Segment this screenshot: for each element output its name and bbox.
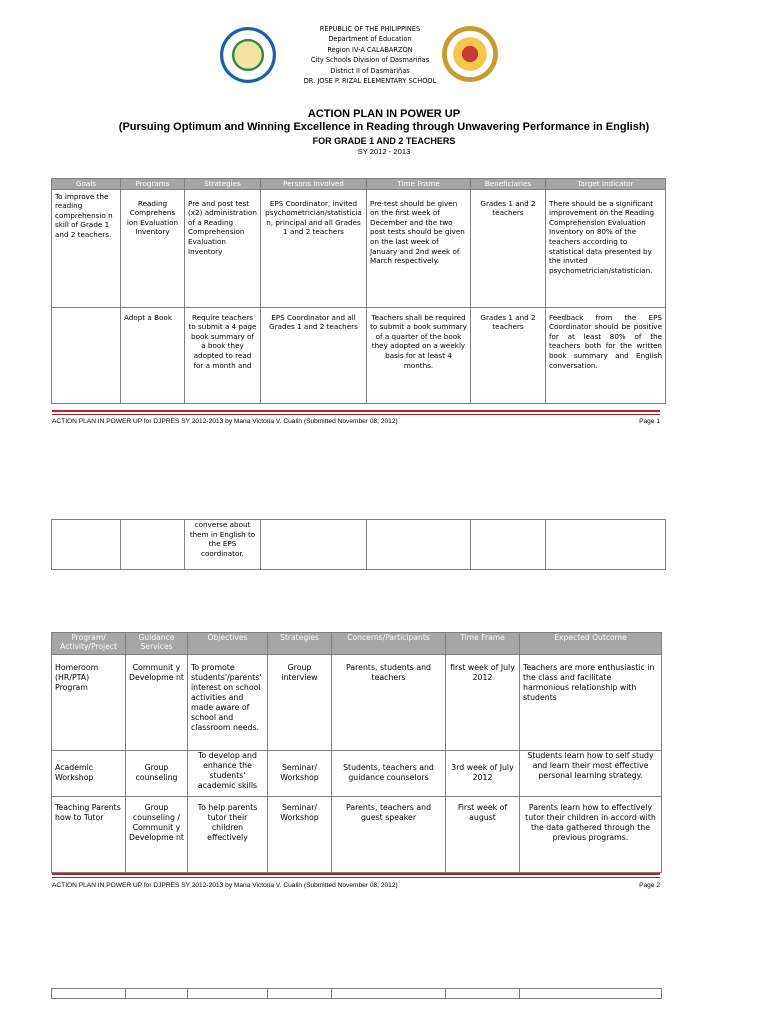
footer-divider	[52, 414, 660, 415]
plan-subtitle: (Pursuing Optimum and Winning Excellence in Reading through Unwavering Performance in English)	[118, 121, 650, 133]
column-header: Objectives	[188, 633, 268, 655]
column-header: Strategies	[268, 633, 332, 655]
page-number: Page 2	[639, 882, 660, 889]
plan-title: ACTION PLAN IN POWER UP	[307, 108, 461, 120]
division-seal-logo	[220, 27, 276, 83]
school-seal-logo	[442, 26, 498, 82]
empty-cell	[520, 989, 662, 999]
empty-cell	[121, 520, 185, 570]
column-header: Strategies	[185, 179, 261, 190]
header-line: City Schools Division of Dasmariñas	[310, 56, 430, 65]
objective-cell: To promote students'/parents' interest on school activities and made aware of school and classroom needs.	[188, 655, 268, 751]
empty-cell	[52, 520, 121, 570]
objective-cell: To develop and enhance the students' academic skills	[188, 751, 268, 797]
target-cell: Feedback from the EPS Coordinator should be positive for at least 80% of the teachers both for the written book summary and English conversation.	[546, 307, 666, 403]
school-year: SY 2012 - 2013	[357, 147, 411, 156]
empty-cell	[188, 989, 268, 999]
strategy-cell: Seminar/ Workshop	[268, 797, 332, 873]
target-cell: There should be a significant improvement on the Reading Comprehension Evaluation Inventory on 80% of the teachers according to statistical data presented by the invited psychometrician/statistician.	[546, 189, 666, 307]
table-row	[52, 797, 662, 873]
header-line: Region IV-A CALABARZON	[327, 45, 413, 54]
empty-cell	[52, 989, 126, 999]
program-cell: Teaching Parents how to Tutor	[52, 797, 126, 873]
beneficiaries-cell: Grades 1 and 2 teachers	[471, 307, 546, 403]
column-header: Goals	[52, 179, 121, 190]
persons-cell: EPS Coordinator and all Grades 1 and 2 teachers	[261, 307, 367, 403]
page-footer	[52, 882, 660, 889]
outcome-cell: Students learn how to self study and learn their most effective personal learning strategy.	[520, 751, 662, 797]
empty-cell	[446, 989, 520, 999]
program-cell: Reading Comprehens ion Evaluation Inventory	[121, 189, 185, 307]
empty-cell	[546, 520, 666, 570]
table-row	[52, 520, 666, 570]
header-line: District II of Dasmariñas	[330, 66, 410, 75]
time-frame-cell: Teachers shall be required to submit a book summary of a quarter of the book they adopted on a weekly basis for at least 4 months.	[367, 307, 471, 403]
footer-divider	[52, 873, 660, 875]
program-cell: Homeroom (HR/PTA) Program	[52, 655, 126, 751]
footer-text: ACTION PLAN IN POWER UP for DJPRES SY 2012-2013 by Maria Victoria V. Cualin (Submitted November 08, 2012)	[52, 882, 398, 889]
strategy-cell: Pre and post test (x2) administration of a Reading Comprehension Evaluation Inventory	[185, 189, 261, 307]
outcome-cell: Teachers are more enthusiastic in the class and facilitate harmonious relationship with students	[520, 655, 662, 751]
empty-cell	[471, 520, 546, 570]
empty-cell	[367, 520, 471, 570]
guidance-program-table	[51, 632, 662, 873]
goals-table-continued	[51, 519, 666, 570]
persons-cell: EPS Coordinator, invited psychometrician/statistician, principal and all Grades 1 and 2 teachers	[261, 189, 367, 307]
time-frame-cell: Pre-test should be given on the first week of December and the two post tests should be given on the last week of January and 2nd week of March respectively.	[367, 189, 471, 307]
table-row	[52, 989, 662, 999]
header-line: REPUBLIC OF THE PHILIPPINES	[319, 25, 421, 33]
concerns-cell: Parents, students and teachers	[332, 655, 446, 751]
table-row	[52, 751, 662, 797]
strategy-cell: Group interview	[268, 655, 332, 751]
program-cell: Adopt a Book	[121, 307, 185, 403]
column-header: Target Indicator	[546, 179, 666, 190]
strategy-cell: Require teachers to submit a 4 page book summary of a book they adopted to read for a month and	[185, 307, 261, 403]
footer-divider	[52, 877, 660, 878]
footer-divider	[52, 410, 660, 412]
time-frame-cell: 3rd week of July 2012	[446, 751, 520, 797]
outcome-cell: Parents learn how to effectively tutor their children in accord with the data gathered through the previous programs.	[520, 797, 662, 873]
column-header: Concerns/Participants	[332, 633, 446, 655]
concerns-cell: Students, teachers and guidance counselors	[332, 751, 446, 797]
page-footer	[52, 418, 660, 425]
header-line: Department of Education	[328, 35, 412, 44]
column-header: Beneficiaries	[471, 179, 546, 190]
concerns-cell: Parents, teachers and guest speaker	[332, 797, 446, 873]
objective-cell: To help parents tutor their children effectively	[188, 797, 268, 873]
audience-line: FOR GRADE 1 AND 2 TEACHERS	[312, 136, 456, 146]
program-cell: Academic Workshop	[52, 751, 126, 797]
service-cell: Communit y Developme nt	[126, 655, 188, 751]
table-row	[52, 189, 666, 307]
table-row	[52, 655, 662, 751]
service-cell: Group counseling / Communit y Developme nt	[126, 797, 188, 873]
column-header: Persons Involved	[261, 179, 367, 190]
footer-text: ACTION PLAN IN POWER UP for DJPRES SY 2012-2013 by Maria Victoria V. Cualin (Submitted November 08, 2012)	[52, 418, 398, 425]
goal-cell	[52, 307, 121, 403]
strategy-cell: converse about them in English to the EPS coordinator.	[185, 520, 261, 570]
column-header: Expected Outcome	[520, 633, 662, 655]
table-row	[52, 307, 666, 403]
column-header: Time Frame	[367, 179, 471, 190]
column-header: Programs	[121, 179, 185, 190]
column-header: Guidance Services	[126, 633, 188, 655]
empty-cell	[332, 989, 446, 999]
beneficiaries-cell: Grades 1 and 2 teachers	[471, 189, 546, 307]
page-number: Page 1	[639, 418, 660, 425]
agency-header	[290, 24, 450, 86]
guidance-program-table-continued	[51, 988, 662, 999]
time-frame-cell: First week of august	[446, 797, 520, 873]
empty-cell	[268, 989, 332, 999]
time-frame-cell: first week of July 2012	[446, 655, 520, 751]
goal-cell: To improve the reading comprehensio n skill of Grade 1 and 2 teachers.	[52, 189, 121, 307]
strategy-cell: Seminar/ Workshop	[268, 751, 332, 797]
goals-table	[51, 178, 666, 404]
column-header: Time Frame	[446, 633, 520, 655]
column-header: Program/ Activity/Project	[52, 633, 126, 655]
empty-cell	[261, 520, 367, 570]
service-cell: Group counseling	[126, 751, 188, 797]
empty-cell	[126, 989, 188, 999]
header-line: DR. JOSE P. RIZAL ELEMENTARY SCHOOL	[303, 77, 437, 86]
